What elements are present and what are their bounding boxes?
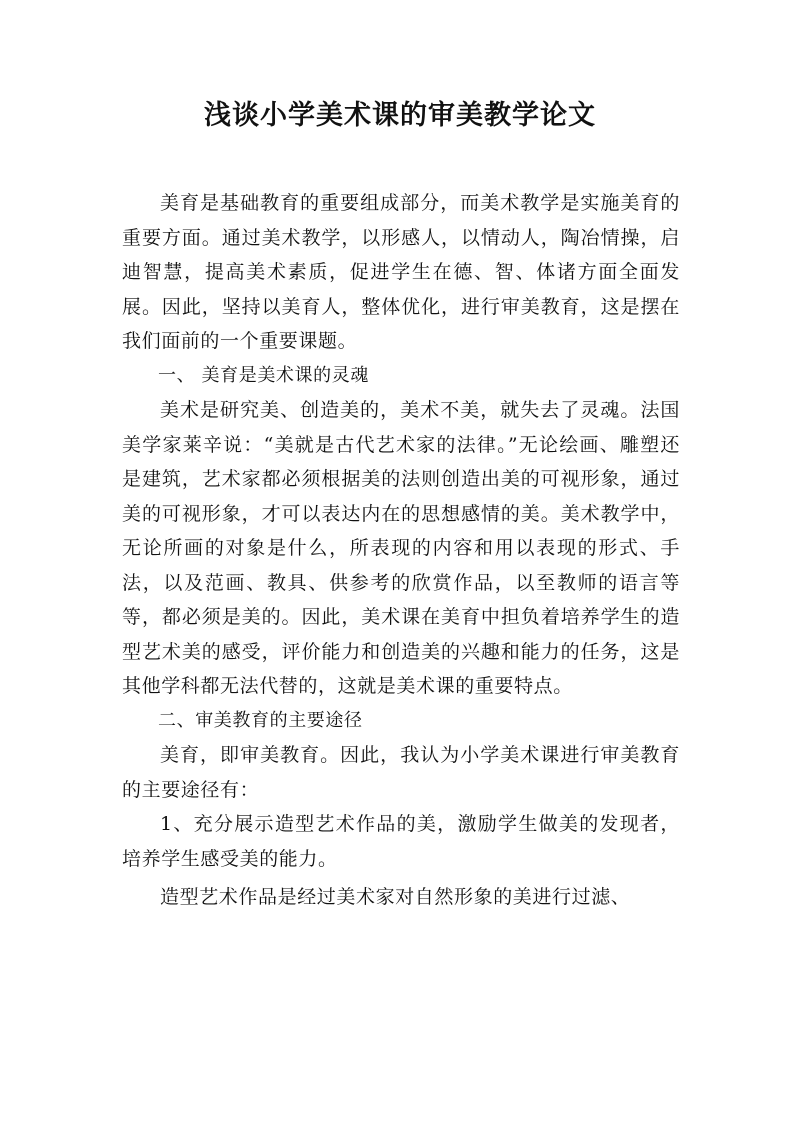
list-item-1: 1、充分展示造型艺术作品的美，激励学生做美的发现者，培养学生感受美的能力。 [122,813,680,870]
document-body [122,186,680,915]
paragraph-section-2: 美育，即审美教育。因此，我认为小学美术课进行审美教育的主要途径有： [122,744,680,801]
paragraph-section-1: 美术是研究美、创造美的，美术不美，就失去了灵魂。法国美学家莱辛说：“美就是古代艺术家的法律。”无论绘画、雕塑还是建筑，艺术家都必须根据美的法则创造出美的可视形象，通过美的可视形象，才可以表达内在的思想感情的美。美术教学中，无论所画的对象是什么，所表现的内容和用以表现的形式、手法，以及范画、教具、供参考的欣赏作品，以至教师的语言等等，都必须是美的。因此，美术课在美育中担负着培养学生的造型艺术美的感受，评价能力和创造美的兴趣和能力的任务，这是其他学科都无法代替的，这就是美术课的重要特点。 [122,399,680,697]
section-heading-1: 一、 美育是美术课的灵魂 [158,364,369,386]
section-heading-2: 二、审美教育的主要途径 [158,709,363,731]
paragraph-continuation: 造型艺术作品是经过美术家对自然形象的美进行过滤、 [160,886,631,908]
paragraph-intro: 美育是基础教育的重要组成部分，而美术教学是实施美育的重要方面。通过美术教学，以形感人，以情动人，陶冶情操，启迪智慧，提高美术素质，促进学生在德、智、体诸方面全面发展。因此，坚持以美育人，整体优化，进行审美教育，这是摆在我们面前的一个重要课题。 [122,192,680,352]
document-title: 浅谈小学美术课的审美教学论文 [204,100,596,131]
